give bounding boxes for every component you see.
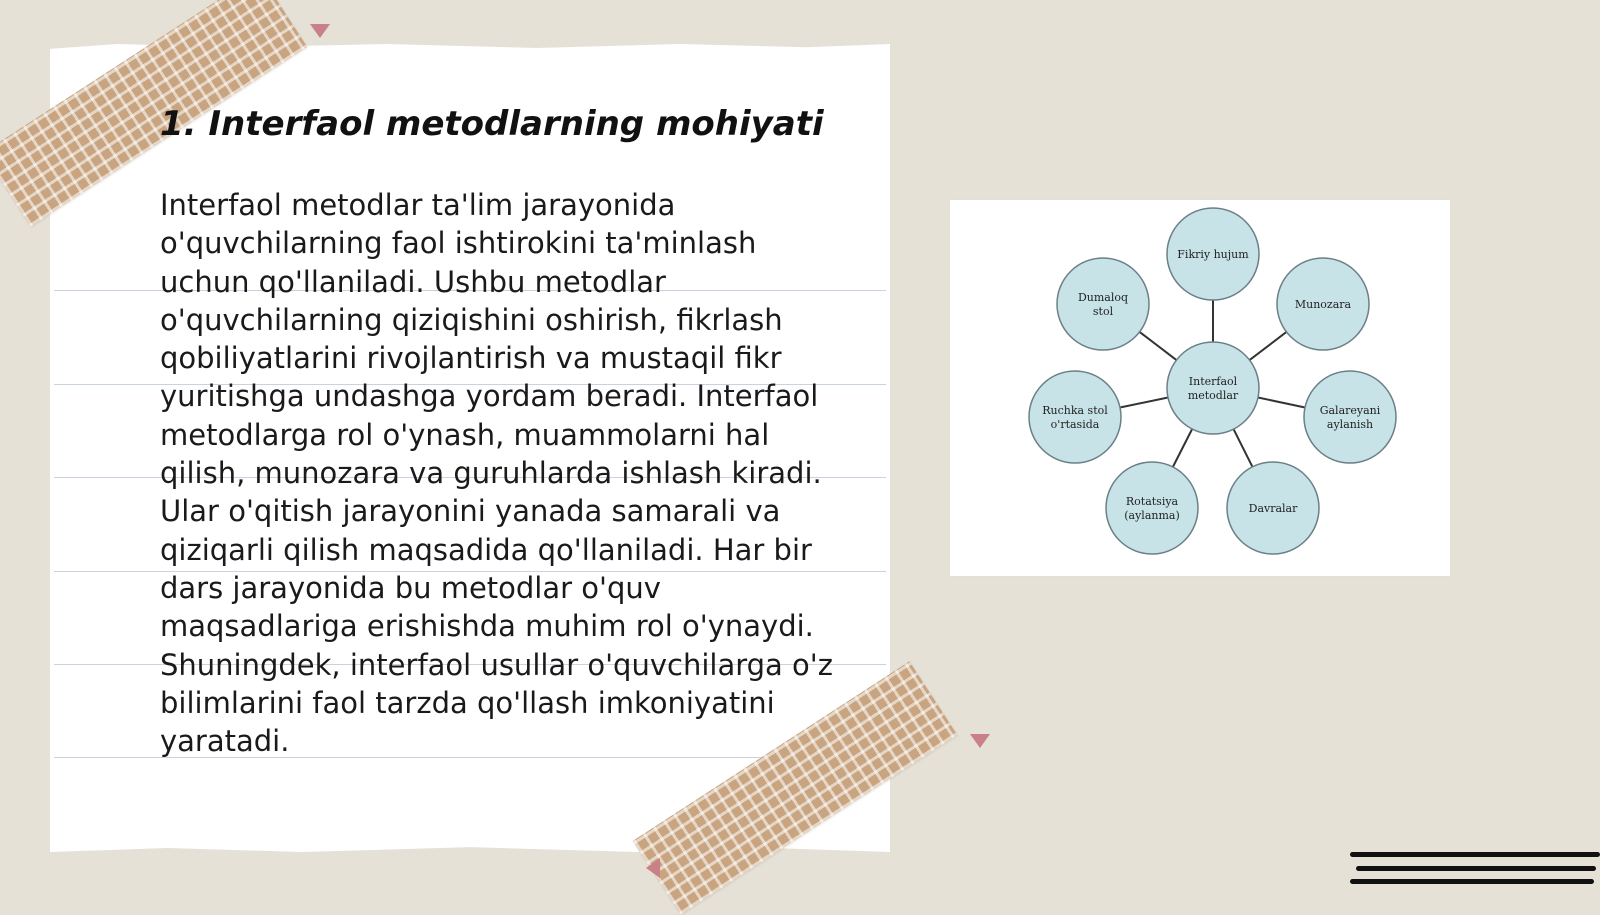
decorative-stroke <box>1356 866 1596 871</box>
diagram-connector <box>1258 398 1305 408</box>
diagram-node-label: Dumaloq <box>1077 291 1129 304</box>
diagram-connector <box>1250 332 1287 360</box>
slide-body-text: Interfaol metodlar ta'lim jarayonida o'quvchilarning faol ishtirokini ta'minlash uchun qo'llaniladi. Ushbu metodlar o'quvchilarning qiziqishini oshirish, fikrlash qobiliyatlarini rivojlantirish va mustaqil fikr yuritishga undashga yordam beradi. Interfaol metodlarga rol o'ynash, muammolarni hal qilish, munozara va guruhlarda ishlash kiradi. Ular o'qitish jarayonini yanada samarali va qiziqarli qilish maqsadida qo'llaniladi. Har bir dars jarayonida bu metodlar o'quv maqsadlariga erishishda muhim rol o'ynaydi. Shuningdek, interfaol usullar o'quvchilarga o'z bilimlarini faol tarzda qo'llash imkoniyatini yaratadi. <box>160 188 833 759</box>
diagram-connector <box>1173 429 1192 467</box>
diagram-connector <box>1120 397 1168 407</box>
decorative-stroke <box>1350 852 1600 857</box>
diagram-node-label: Davralar <box>1248 502 1298 515</box>
diagram-node-label: aylanish <box>1326 418 1374 431</box>
interactive-methods-diagram <box>950 200 1450 576</box>
diagram-node-label: o'rtasida <box>1050 418 1100 431</box>
diagram-node-label: Rotatsiya <box>1125 495 1179 508</box>
diagram-node-label: stol <box>1092 305 1114 318</box>
diagram-connector <box>1140 332 1177 360</box>
diagram-svg <box>950 200 1450 576</box>
diagram-center-label: metodlar <box>1187 389 1239 402</box>
diagram-center-circle <box>1167 342 1259 434</box>
diagram-connector <box>1234 429 1253 467</box>
diagram-node-circle <box>1304 371 1396 463</box>
slide-title: 1. Interfaol metodlarning mohiyati <box>160 104 824 144</box>
diagram-node-circle <box>1057 258 1149 350</box>
diagram-center-label: Interfaol <box>1188 375 1238 388</box>
diagram-node-label: Ruchka stol <box>1042 404 1108 417</box>
pin-marker <box>646 858 660 878</box>
diagram-node-label: (aylanma) <box>1124 509 1180 522</box>
decorative-stroke <box>1350 879 1594 884</box>
pin-marker <box>310 24 330 38</box>
diagram-node-label: Galareyani <box>1319 404 1381 417</box>
diagram-node-circle <box>1029 371 1121 463</box>
pin-marker <box>970 734 990 748</box>
diagram-node-label: Fikriy hujum <box>1177 248 1249 261</box>
diagram-node-circle <box>1106 462 1198 554</box>
diagram-node-label: Munozara <box>1294 298 1352 311</box>
